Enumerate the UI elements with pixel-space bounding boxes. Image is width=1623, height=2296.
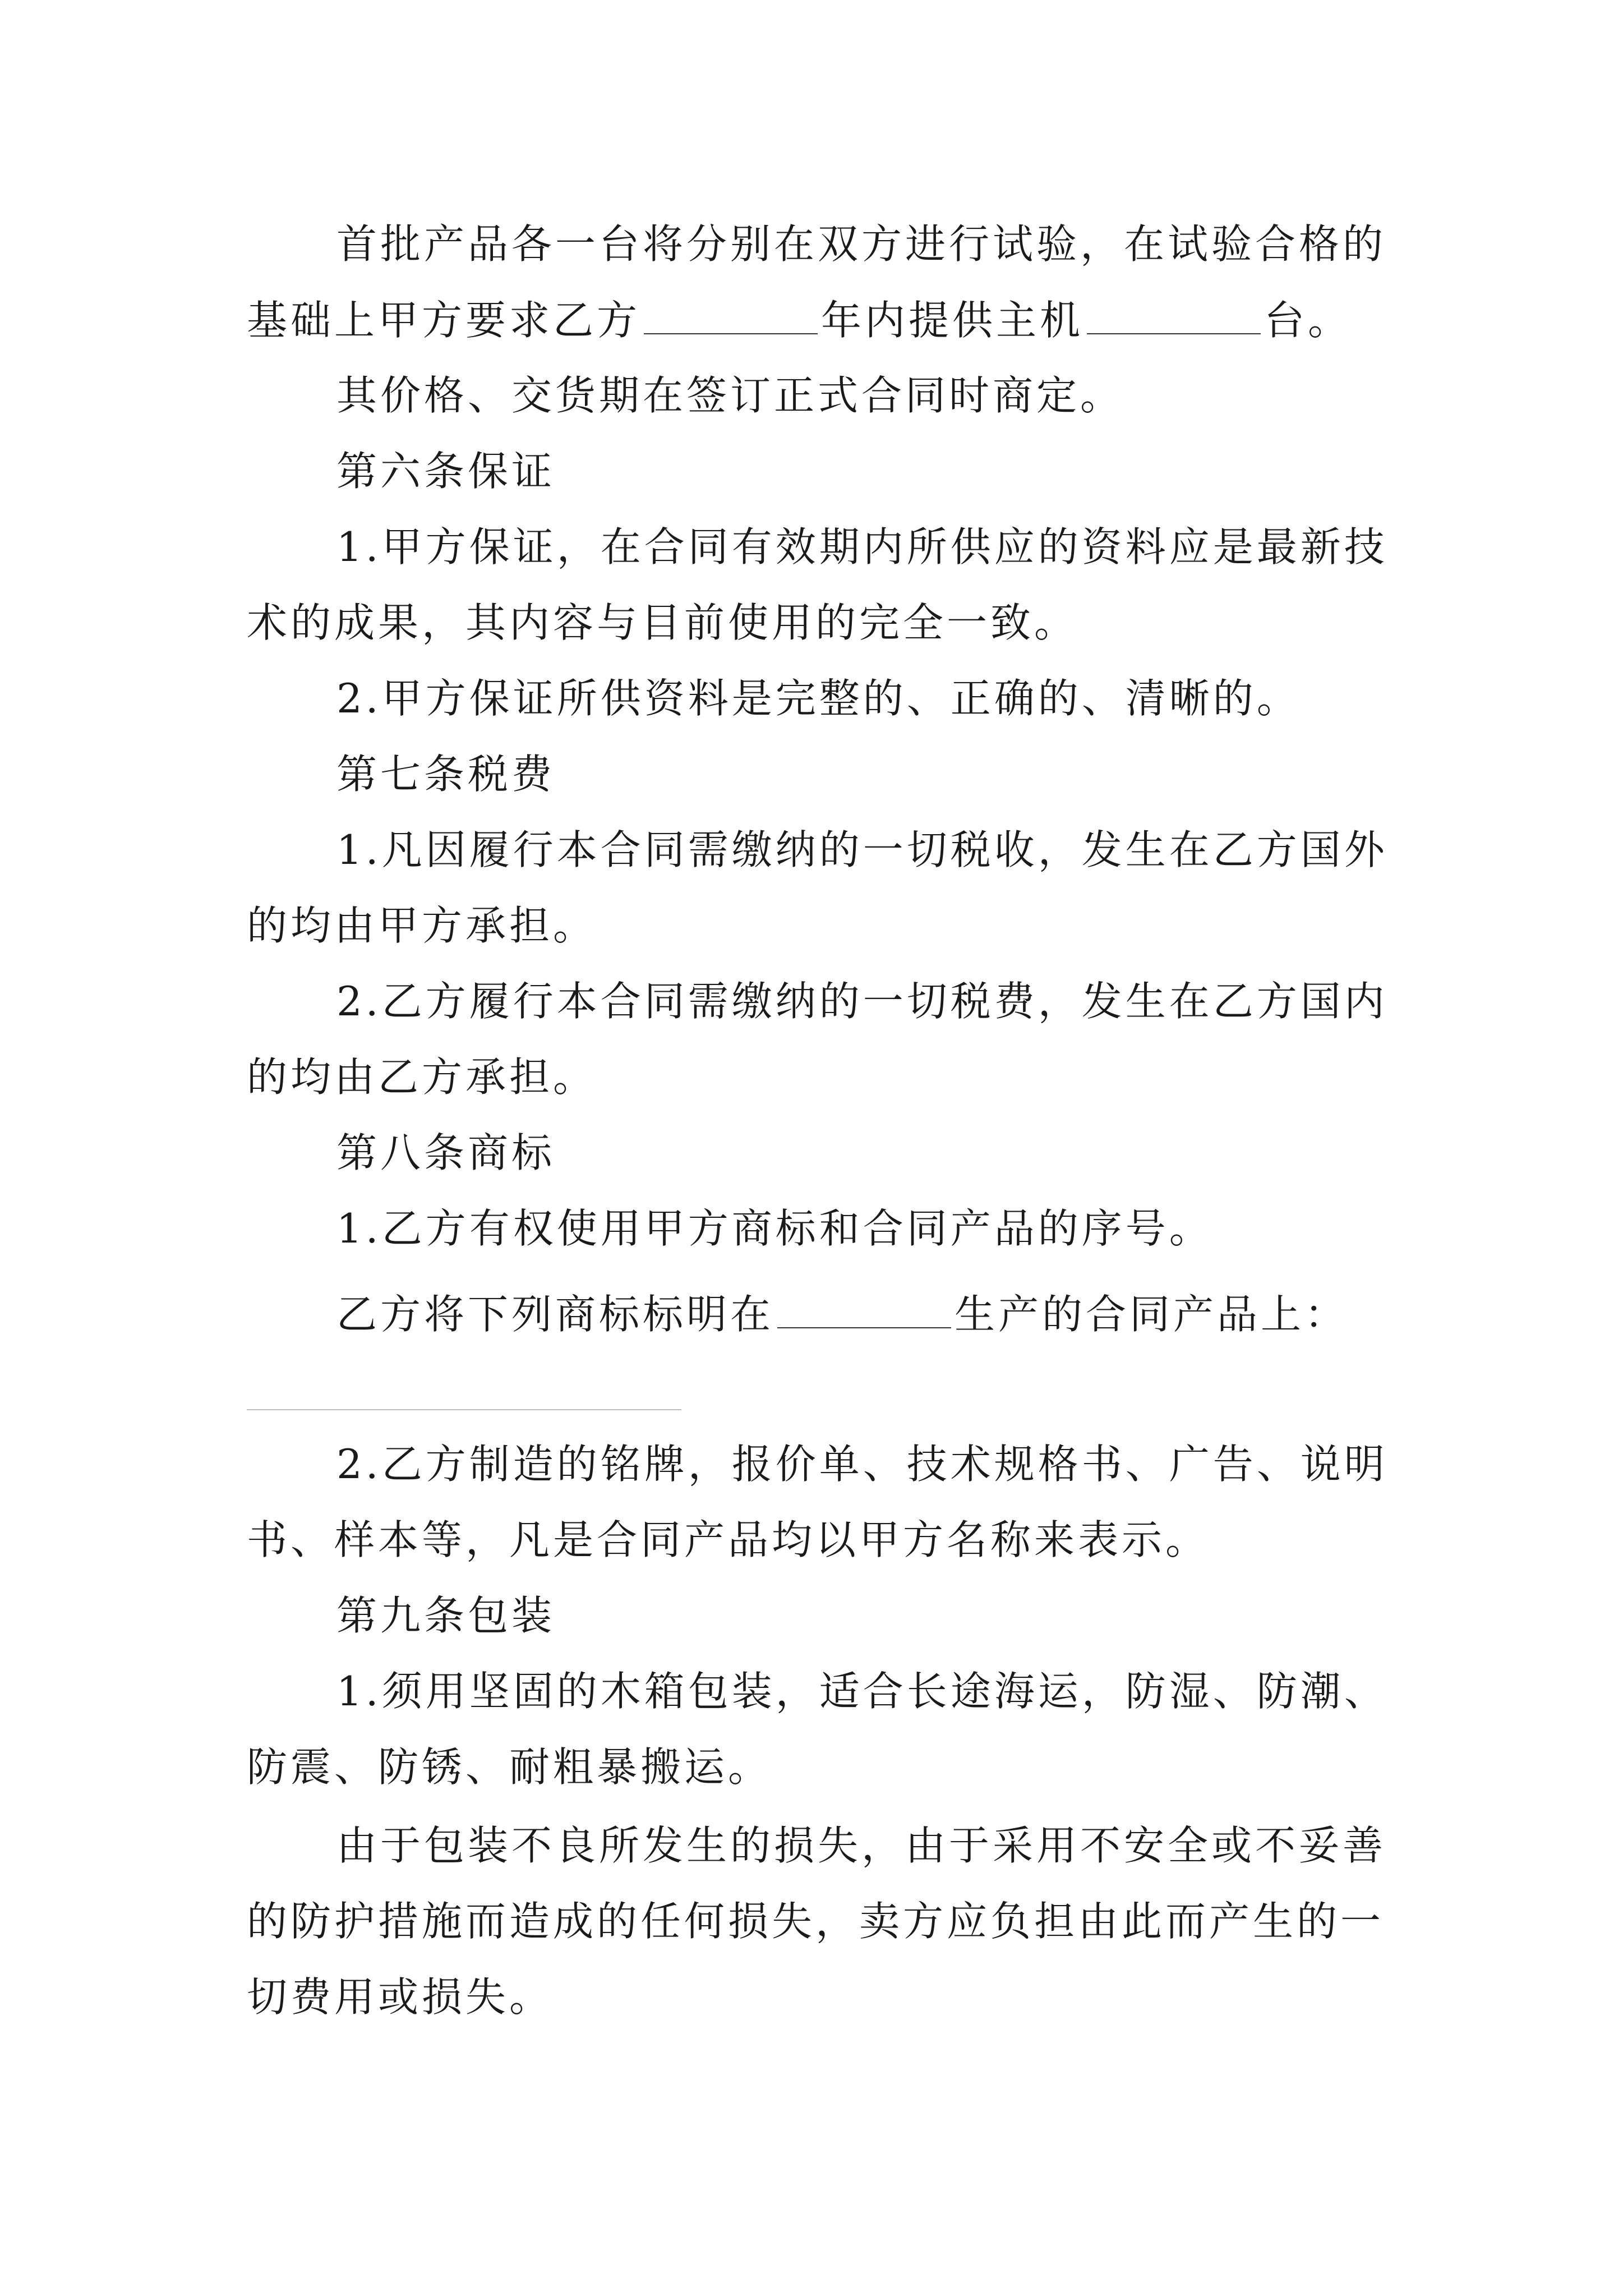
fill-in-blank bbox=[777, 1286, 951, 1328]
text: 防震、防锈、耐粗暴搬运。 bbox=[247, 1743, 772, 1791]
paragraph-line bbox=[336, 670, 1301, 726]
paragraph-line bbox=[336, 519, 1388, 575]
section-heading bbox=[336, 746, 555, 802]
text: 基础上甲方要求乙方 bbox=[247, 297, 641, 344]
paragraph-line bbox=[336, 1436, 1388, 1492]
text: 的均由乙方承担。 bbox=[247, 1053, 597, 1101]
text: 由于包装不良所发生的损失，由于采用不安全或不妥善 bbox=[336, 1822, 1387, 1869]
paragraph-line bbox=[336, 216, 1386, 272]
paragraph-line bbox=[247, 1049, 597, 1105]
section-heading bbox=[336, 1125, 555, 1181]
text: 2.乙方制造的铭牌，报价单、技术规格书、广告、说明 bbox=[336, 1441, 1388, 1488]
paragraph-line bbox=[336, 1286, 1348, 1342]
signature-blank-line bbox=[247, 1409, 681, 1410]
text: 第九条包装 bbox=[336, 1592, 556, 1639]
fill-in-blank bbox=[1087, 292, 1261, 334]
text: 切费用或损失。 bbox=[247, 1973, 554, 2021]
text: 术的成果，其内容与目前使用的完全一致。 bbox=[247, 599, 1078, 646]
paragraph-line bbox=[247, 595, 1078, 651]
text: 书、样本等，凡是合同产品均以甲方名称来表示。 bbox=[247, 1516, 1210, 1563]
text: 年内提供主机 bbox=[821, 297, 1084, 344]
paragraph-line bbox=[247, 1969, 553, 2025]
paragraph-line bbox=[247, 1512, 1209, 1568]
text: 2.甲方保证所供资料是完整的、正确的、清晰的。 bbox=[336, 675, 1301, 722]
section-heading bbox=[336, 1588, 555, 1644]
paragraph-line bbox=[336, 822, 1388, 878]
text: 第六条保证 bbox=[336, 448, 556, 495]
text: 生产的合同产品上： bbox=[955, 1291, 1349, 1338]
text: 首批产品各一台将分别在双方进行试验，在试验合格的 bbox=[336, 220, 1387, 268]
text: 第八条商标 bbox=[336, 1129, 556, 1176]
paragraph-line bbox=[336, 367, 1124, 424]
text: 2.乙方履行本合同需缴纳的一切税费，发生在乙方国内 bbox=[336, 978, 1388, 1025]
paragraph-line bbox=[247, 1739, 772, 1795]
text: 第七条税费 bbox=[336, 751, 556, 798]
paragraph-line bbox=[247, 1893, 1384, 1949]
paragraph-line bbox=[336, 1200, 1213, 1257]
paragraph-line bbox=[336, 973, 1388, 1029]
text: 其价格、交货期在签订正式合同时商定。 bbox=[336, 372, 1124, 419]
text: 1.须用坚固的木箱包装，适合长途海运，防湿、防潮、 bbox=[336, 1668, 1388, 1715]
paragraph-line bbox=[247, 292, 1352, 348]
paragraph-line bbox=[336, 1818, 1386, 1874]
fill-in-blank bbox=[644, 292, 818, 334]
text: 的均由甲方承担。 bbox=[247, 902, 597, 949]
text: 台。 bbox=[1264, 297, 1352, 344]
text: 1.乙方有权使用甲方商标和合同产品的序号。 bbox=[336, 1205, 1213, 1252]
text: 的防护措施而造成的任何损失，卖方应负担由此而产生的一 bbox=[247, 1898, 1385, 1945]
section-heading bbox=[336, 443, 555, 499]
text: 1.凡因履行本合同需缴纳的一切税收，发生在乙方国外 bbox=[336, 826, 1388, 873]
text: 1.甲方保证，在合同有效期内所供应的资料应是最新技 bbox=[336, 523, 1388, 570]
paragraph-line bbox=[336, 1663, 1388, 1719]
text: 乙方将下列商标标明在 bbox=[336, 1291, 774, 1338]
paragraph-line bbox=[247, 898, 597, 954]
